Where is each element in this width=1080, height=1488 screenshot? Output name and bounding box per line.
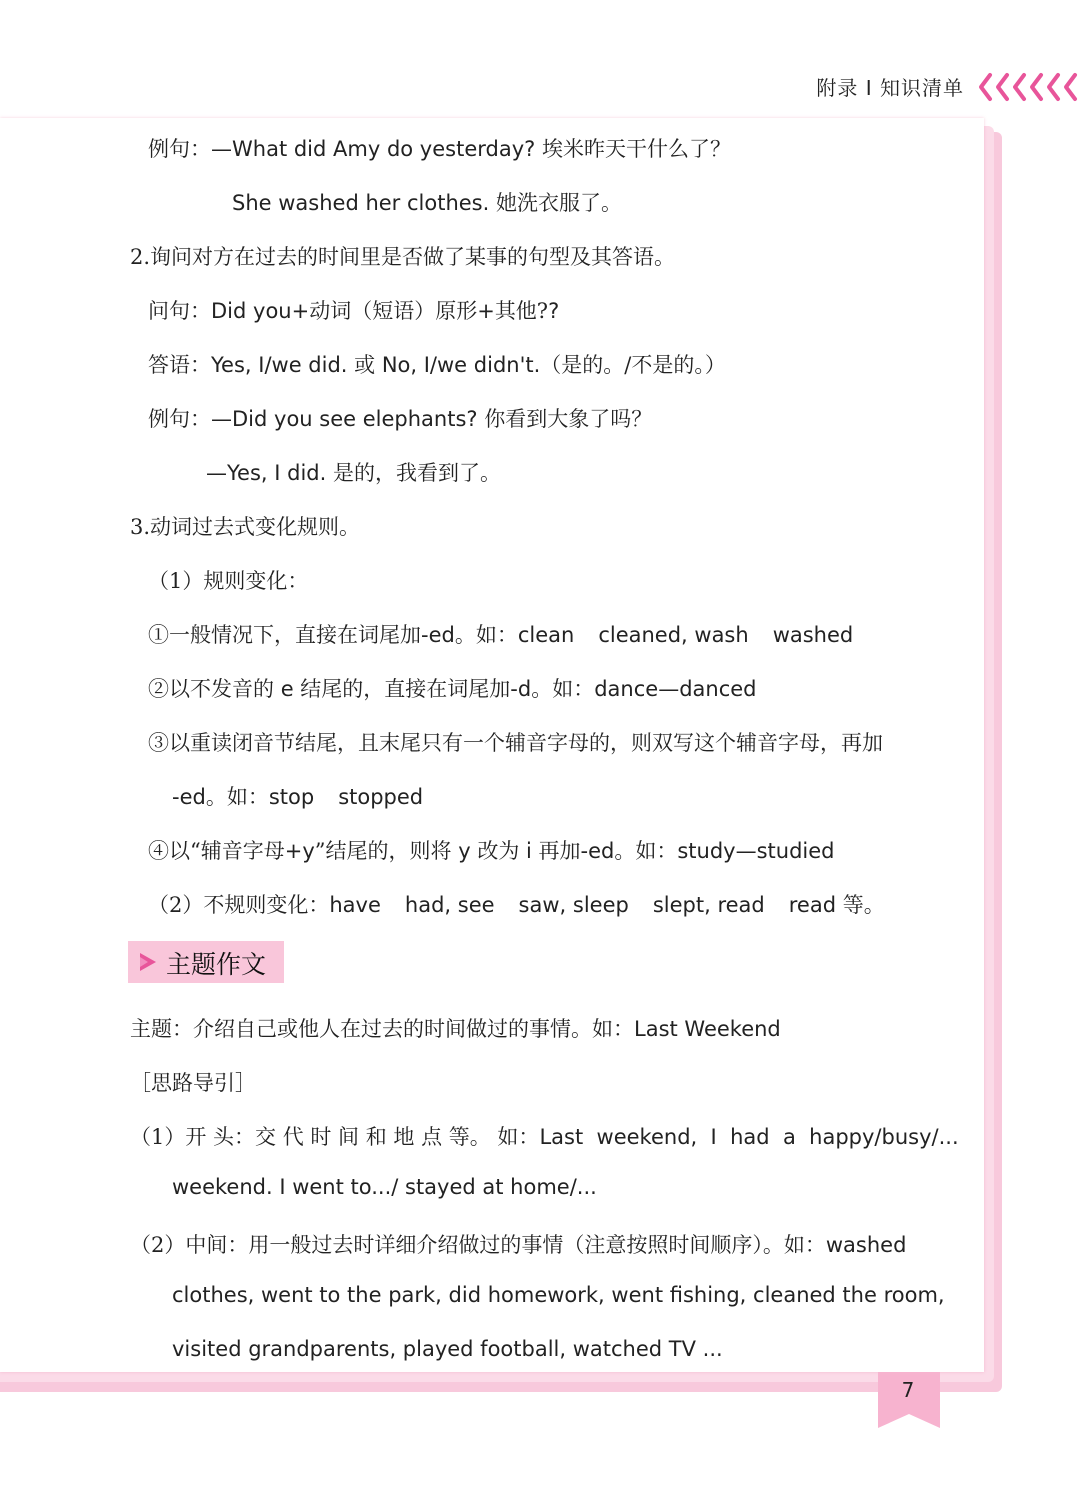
section-title: 主题作文 (166, 950, 267, 979)
line-topic: 主题：介绍自己或他人在过去的时间做过的事情。如：Last Weekend (130, 1017, 781, 1041)
line-item-2-heading: 2.询问对方在过去的时间里是否做了某事的句型及其答语。 (130, 245, 676, 269)
chevrons-left-icon (976, 70, 1080, 104)
play-triangle-icon (138, 952, 158, 972)
line-rule-4: ④以“辅音字母+y”结尾的，则将 y 改为 i 再加-ed。如：study—studied (148, 839, 835, 863)
line-rule-3-continued: -ed。如：stop stopped (172, 785, 424, 809)
section-heading (128, 941, 284, 983)
line-rule-2: ②以不发音的 e 结尾的，直接在词尾加-d。如：dance—danced (148, 677, 757, 701)
line-guide-heading: ［思路导引］ (130, 1071, 256, 1095)
line-example1-question: 例句：—What did Amy do yesterday? 埃米昨天干什么了？ (148, 137, 731, 161)
line-item-3-heading: 3.动词过去式变化规则。 (130, 515, 361, 539)
line-guide-opening: （1）开 头：交 代 时 间 和 地 点 等。 如：Last weekend, I had a happy/busy/... (130, 1125, 959, 1149)
line-question-pattern: 问句：Did you+动词（短语）原形+其他?? (148, 299, 560, 323)
line-rule-1: ①一般情况下，直接在词尾加-ed。如：clean cleaned, wash washed (148, 623, 854, 647)
line-example1-answer: She washed her clothes. 她洗衣服了。 (232, 191, 622, 215)
header-text (816, 72, 964, 101)
line-guide-middle: （2）中间：用一般过去时详细介绍做过的事情（注意按照时间顺序）。如：washed (130, 1233, 907, 1257)
page-header (680, 70, 1080, 106)
line-guide-middle-continued: clothes, went to the park, did homework, went fishing, cleaned the room, (172, 1283, 945, 1307)
page-number: 7 (901, 1378, 915, 1402)
header-appendix: 附录 Ⅰ (816, 76, 873, 100)
line-example2-answer: —Yes, I did. 是的，我看到了。 (206, 461, 501, 485)
line-answer-pattern: 答语：Yes, I/we did. 或 No, I/we didn't.（是的。/不是的。） (148, 353, 726, 377)
line-guide-opening-continued: weekend. I went to.../ stayed at home/... (172, 1175, 597, 1199)
line-irregular-rules: （2）不规则变化：have had, see saw, sleep slept, read read 等。 (148, 893, 885, 917)
line-rule-3: ③以重读闭音节结尾，且末尾只有一个辅音字母的，则双写这个辅音字母，再加 (148, 731, 883, 755)
header-title: 知识清单 (880, 76, 964, 100)
line-regular-rules: （1）规则变化： (148, 569, 309, 593)
line-guide-middle-end: visited grandparents, played football, watched TV ... (172, 1337, 723, 1361)
line-example2-question: 例句：—Did you see elephants? 你看到大象了吗？ (148, 407, 653, 431)
